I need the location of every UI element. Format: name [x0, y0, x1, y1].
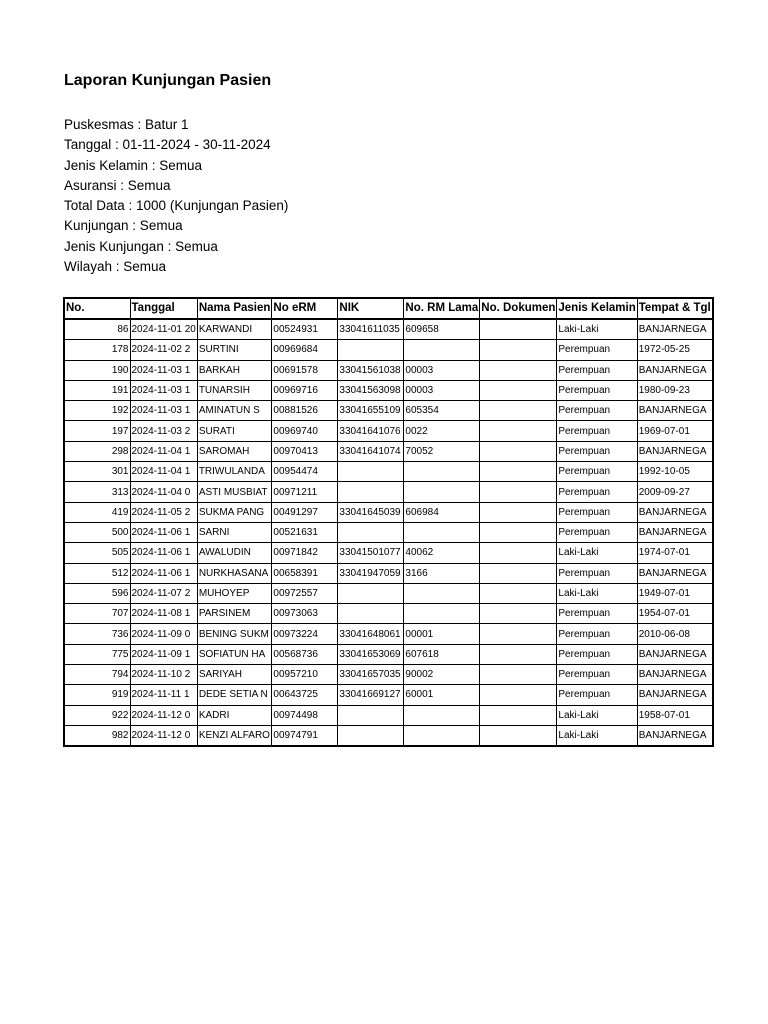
- cell-nik: 33041501077: [338, 543, 404, 563]
- cell-jenis-kelamin: Perempuan: [557, 563, 637, 583]
- cell-jenis-kelamin: Perempuan: [557, 624, 637, 644]
- cell-no: 736: [64, 624, 130, 644]
- cell-tempat-tgl: 1969-07-01: [637, 421, 712, 441]
- report-title: Laporan Kunjungan Pasien: [64, 72, 272, 89]
- header-no-erm: No eRM: [272, 298, 338, 319]
- table-row: [64, 441, 713, 461]
- cell-no-erm: 00954474: [272, 462, 338, 482]
- cell-nik: 33041657035: [338, 665, 404, 685]
- table-row: [64, 563, 713, 583]
- cell-no: 419: [64, 502, 130, 522]
- cell-tanggal: 2024-11-06 1: [130, 522, 197, 542]
- cell-nama-pasien: KENZI ALFARO: [197, 725, 272, 746]
- cell-no-erm: 00970413: [272, 441, 338, 461]
- cell-no-dokumen: [480, 319, 557, 340]
- cell-no-dokumen: [480, 380, 557, 400]
- cell-no-rm-lama: 40062: [404, 543, 480, 563]
- meta-jenis-kunjungan: Jenis Kunjungan : Semua: [64, 238, 218, 254]
- cell-jenis-kelamin: Perempuan: [557, 685, 637, 705]
- cell-no-erm: 00957210: [272, 665, 338, 685]
- cell-nama-pasien: TUNARSIH: [197, 380, 272, 400]
- cell-tanggal: 2024-11-04 1: [130, 441, 197, 461]
- cell-no: 982: [64, 725, 130, 746]
- cell-nik: [338, 583, 404, 603]
- header-no-rm-lama: No. RM Lama: [404, 298, 480, 319]
- cell-tanggal: 2024-11-03 2: [130, 421, 197, 441]
- table-row: [64, 604, 713, 624]
- table-row: [64, 502, 713, 522]
- cell-no-erm: 00643725: [272, 685, 338, 705]
- cell-nik: 33041563098: [338, 380, 404, 400]
- cell-no-erm: 00969740: [272, 421, 338, 441]
- table-body: [64, 319, 713, 746]
- cell-no-dokumen: [480, 705, 557, 725]
- cell-no-dokumen: [480, 462, 557, 482]
- cell-tanggal: 2024-11-02 2: [130, 340, 197, 360]
- cell-no-rm-lama: [404, 583, 480, 603]
- cell-nama-pasien: BARKAH: [197, 360, 272, 380]
- table-row: [64, 665, 713, 685]
- cell-jenis-kelamin: Perempuan: [557, 604, 637, 624]
- cell-no-rm-lama: 70052: [404, 441, 480, 461]
- cell-no: 301: [64, 462, 130, 482]
- cell-no-dokumen: [480, 725, 557, 746]
- cell-no-rm-lama: 607618: [404, 644, 480, 664]
- header-no: No.: [64, 298, 130, 319]
- cell-no-erm: 00691578: [272, 360, 338, 380]
- table-row: [64, 644, 713, 664]
- cell-no-erm: 00972557: [272, 583, 338, 603]
- cell-no: 775: [64, 644, 130, 664]
- cell-nama-pasien: SURATI: [197, 421, 272, 441]
- cell-no-rm-lama: 60001: [404, 685, 480, 705]
- cell-jenis-kelamin: Laki-Laki: [557, 319, 637, 340]
- cell-nama-pasien: DEDE SETIA N: [197, 685, 272, 705]
- cell-no-dokumen: [480, 644, 557, 664]
- table-row: [64, 360, 713, 380]
- cell-tanggal: 2024-11-11 1: [130, 685, 197, 705]
- table-row: [64, 705, 713, 725]
- cell-no-rm-lama: [404, 725, 480, 746]
- cell-no-dokumen: [480, 604, 557, 624]
- table-row: [64, 340, 713, 360]
- cell-no-dokumen: [480, 583, 557, 603]
- cell-no-erm: 00974791: [272, 725, 338, 746]
- cell-nama-pasien: SARNI: [197, 522, 272, 542]
- cell-nik: [338, 340, 404, 360]
- cell-tempat-tgl: BANJARNEGA: [637, 441, 712, 461]
- header-tanggal: Tanggal: [130, 298, 197, 319]
- cell-tanggal: 2024-11-07 2: [130, 583, 197, 603]
- cell-no: 178: [64, 340, 130, 360]
- table-row: [64, 685, 713, 705]
- cell-no-erm: 00974498: [272, 705, 338, 725]
- cell-no-rm-lama: [404, 604, 480, 624]
- cell-tempat-tgl: BANJARNEGA: [637, 563, 712, 583]
- cell-nama-pasien: BENING SUKM: [197, 624, 272, 644]
- table-row: [64, 319, 713, 340]
- table-header-row: [64, 298, 713, 319]
- cell-tanggal: 2024-11-03 1: [130, 380, 197, 400]
- meta-wilayah: Wilayah : Semua: [64, 259, 167, 275]
- cell-nik: 33041669127: [338, 685, 404, 705]
- cell-tanggal: 2024-11-09 0: [130, 624, 197, 644]
- table-row: [64, 421, 713, 441]
- cell-no-rm-lama: 00003: [404, 380, 480, 400]
- cell-no: 190: [64, 360, 130, 380]
- cell-tempat-tgl: BANJARNEGA: [637, 502, 712, 522]
- cell-tempat-tgl: 1980-09-23: [637, 380, 712, 400]
- cell-tempat-tgl: BANJARNEGA: [637, 401, 712, 421]
- visit-table: [63, 297, 714, 747]
- header-jenis-kelamin: Jenis Kelamin: [557, 298, 637, 319]
- cell-tempat-tgl: 1974-07-01: [637, 543, 712, 563]
- cell-no: 192: [64, 401, 130, 421]
- cell-no-rm-lama: [404, 522, 480, 542]
- cell-no: 191: [64, 380, 130, 400]
- cell-nama-pasien: NURKHASANA: [197, 563, 272, 583]
- cell-jenis-kelamin: Laki-Laki: [557, 583, 637, 603]
- cell-nama-pasien: KARWANDI: [197, 319, 272, 340]
- cell-nama-pasien: ASTI MUSBIAT: [197, 482, 272, 502]
- cell-nik: 33041561038: [338, 360, 404, 380]
- cell-jenis-kelamin: Perempuan: [557, 360, 637, 380]
- cell-jenis-kelamin: Perempuan: [557, 522, 637, 542]
- cell-tempat-tgl: BANJARNEGA: [637, 522, 712, 542]
- cell-jenis-kelamin: Perempuan: [557, 502, 637, 522]
- cell-no-rm-lama: 3166: [404, 563, 480, 583]
- cell-no-rm-lama: 609658: [404, 319, 480, 340]
- cell-no-dokumen: [480, 441, 557, 461]
- table-row: [64, 482, 713, 502]
- cell-tanggal: 2024-11-06 1: [130, 543, 197, 563]
- cell-no-dokumen: [480, 563, 557, 583]
- header-no-dokumen: No. Dokumen: [480, 298, 557, 319]
- cell-tanggal: 2024-11-05 2: [130, 502, 197, 522]
- cell-no-rm-lama: 0022: [404, 421, 480, 441]
- cell-no-erm: 00973224: [272, 624, 338, 644]
- cell-tempat-tgl: 1949-07-01: [637, 583, 712, 603]
- cell-tempat-tgl: BANJARNEGA: [637, 360, 712, 380]
- cell-no-rm-lama: 606984: [404, 502, 480, 522]
- cell-nik: 33041611035: [338, 319, 404, 340]
- table-row: [64, 725, 713, 746]
- header-tempat-tgl: Tempat & Tgl: [637, 298, 712, 319]
- cell-nama-pasien: SAROMAH: [197, 441, 272, 461]
- cell-jenis-kelamin: Perempuan: [557, 665, 637, 685]
- cell-tanggal: 2024-11-01 20: [130, 319, 197, 340]
- cell-no-dokumen: [480, 482, 557, 502]
- cell-no-erm: 00568736: [272, 644, 338, 664]
- cell-jenis-kelamin: Laki-Laki: [557, 725, 637, 746]
- cell-nama-pasien: SUKMA PANG: [197, 502, 272, 522]
- cell-tempat-tgl: BANJARNEGA: [637, 665, 712, 685]
- cell-no-rm-lama: 00003: [404, 360, 480, 380]
- table-row: [64, 624, 713, 644]
- cell-tempat-tgl: BANJARNEGA: [637, 319, 712, 340]
- meta-asuransi: Asuransi : Semua: [64, 177, 171, 193]
- cell-no-dokumen: [480, 502, 557, 522]
- cell-jenis-kelamin: Perempuan: [557, 421, 637, 441]
- cell-no-dokumen: [480, 340, 557, 360]
- cell-nama-pasien: SOFIATUN HA: [197, 644, 272, 664]
- cell-no-erm: 00881526: [272, 401, 338, 421]
- cell-tanggal: 2024-11-10 2: [130, 665, 197, 685]
- table-row: [64, 380, 713, 400]
- cell-no-erm: 00491297: [272, 502, 338, 522]
- cell-nik: [338, 522, 404, 542]
- cell-nama-pasien: PARSINEM: [197, 604, 272, 624]
- cell-nik: [338, 604, 404, 624]
- cell-no: 298: [64, 441, 130, 461]
- cell-jenis-kelamin: Perempuan: [557, 401, 637, 421]
- meta-jenis-kelamin: Jenis Kelamin : Semua: [64, 157, 203, 173]
- cell-no-dokumen: [480, 665, 557, 685]
- cell-tempat-tgl: 1992-10-05: [637, 462, 712, 482]
- cell-no-erm: 00969716: [272, 380, 338, 400]
- meta-tanggal: Tanggal : 01-11-2024 - 30-11-2024: [64, 137, 271, 153]
- cell-jenis-kelamin: Perempuan: [557, 380, 637, 400]
- cell-tempat-tgl: 1958-07-01: [637, 705, 712, 725]
- cell-nik: 33041653069: [338, 644, 404, 664]
- cell-no-rm-lama: 00001: [404, 624, 480, 644]
- table-row: [64, 401, 713, 421]
- cell-tanggal: 2024-11-12 0: [130, 725, 197, 746]
- cell-no: 794: [64, 665, 130, 685]
- cell-tanggal: 2024-11-04 0: [130, 482, 197, 502]
- cell-no-dokumen: [480, 543, 557, 563]
- cell-no: 86: [64, 319, 130, 340]
- cell-no: 596: [64, 583, 130, 603]
- cell-nama-pasien: MUHOYEP: [197, 583, 272, 603]
- cell-nik: 33041648061: [338, 624, 404, 644]
- cell-nik: 33041655109: [338, 401, 404, 421]
- cell-no-dokumen: [480, 522, 557, 542]
- cell-no: 197: [64, 421, 130, 441]
- meta-total-data: Total Data : 1000 (Kunjungan Pasien): [64, 198, 289, 214]
- cell-nik: 33041641076: [338, 421, 404, 441]
- table-row: [64, 522, 713, 542]
- cell-nik: [338, 725, 404, 746]
- cell-nik: 33041641074: [338, 441, 404, 461]
- meta-puskesmas: Puskesmas : Batur 1: [64, 117, 189, 132]
- cell-no-dokumen: [480, 401, 557, 421]
- cell-nik: 33041947059: [338, 563, 404, 583]
- cell-jenis-kelamin: Laki-Laki: [557, 705, 637, 725]
- cell-no-rm-lama: [404, 705, 480, 725]
- cell-jenis-kelamin: Perempuan: [557, 462, 637, 482]
- cell-no-erm: 00524931: [272, 319, 338, 340]
- cell-no-erm: 00521631: [272, 522, 338, 542]
- cell-no-erm: 00969684: [272, 340, 338, 360]
- cell-no-erm: 00973063: [272, 604, 338, 624]
- report-meta: [64, 115, 288, 277]
- cell-no-rm-lama: 605354: [404, 401, 480, 421]
- cell-no-erm: 00971211: [272, 482, 338, 502]
- cell-no-dokumen: [480, 685, 557, 705]
- cell-no: 313: [64, 482, 130, 502]
- cell-jenis-kelamin: Perempuan: [557, 482, 637, 502]
- cell-nik: 33041645039: [338, 502, 404, 522]
- cell-tanggal: 2024-11-08 1: [130, 604, 197, 624]
- cell-jenis-kelamin: Perempuan: [557, 441, 637, 461]
- table-row: [64, 583, 713, 603]
- cell-tanggal: 2024-11-12 0: [130, 705, 197, 725]
- cell-no-rm-lama: [404, 462, 480, 482]
- cell-tempat-tgl: BANJARNEGA: [637, 725, 712, 746]
- cell-nik: [338, 462, 404, 482]
- cell-nama-pasien: AWALUDIN: [197, 543, 272, 563]
- cell-nik: [338, 482, 404, 502]
- meta-kunjungan: Kunjungan : Semua: [64, 218, 183, 234]
- cell-nik: [338, 705, 404, 725]
- cell-tempat-tgl: BANJARNEGA: [637, 685, 712, 705]
- cell-no-dokumen: [480, 421, 557, 441]
- header-nik: NIK: [338, 298, 404, 319]
- cell-nama-pasien: TRIWULANDA: [197, 462, 272, 482]
- cell-tanggal: 2024-11-03 1: [130, 401, 197, 421]
- cell-nama-pasien: AMINATUN S: [197, 401, 272, 421]
- cell-jenis-kelamin: Laki-Laki: [557, 543, 637, 563]
- cell-nama-pasien: SARIYAH: [197, 665, 272, 685]
- header-nama-pasien: Nama Pasien: [197, 298, 272, 319]
- cell-tempat-tgl: 2010-06-08: [637, 624, 712, 644]
- cell-no: 707: [64, 604, 130, 624]
- cell-no: 512: [64, 563, 130, 583]
- cell-tempat-tgl: 2009-09-27: [637, 482, 712, 502]
- cell-tanggal: 2024-11-03 1: [130, 360, 197, 380]
- cell-no: 922: [64, 705, 130, 725]
- cell-no: 500: [64, 522, 130, 542]
- cell-no-dokumen: [480, 360, 557, 380]
- table-row: [64, 462, 713, 482]
- cell-no-rm-lama: [404, 340, 480, 360]
- cell-jenis-kelamin: Perempuan: [557, 340, 637, 360]
- cell-nama-pasien: SURTINI: [197, 340, 272, 360]
- cell-tanggal: 2024-11-06 1: [130, 563, 197, 583]
- table-row: [64, 543, 713, 563]
- cell-tempat-tgl: 1954-07-01: [637, 604, 712, 624]
- cell-tanggal: 2024-11-04 1: [130, 462, 197, 482]
- cell-tempat-tgl: 1972-05-25: [637, 340, 712, 360]
- cell-tempat-tgl: BANJARNEGA: [637, 644, 712, 664]
- cell-no-erm: 00658391: [272, 563, 338, 583]
- cell-no: 919: [64, 685, 130, 705]
- cell-tanggal: 2024-11-09 1: [130, 644, 197, 664]
- cell-no-rm-lama: 90002: [404, 665, 480, 685]
- cell-no-rm-lama: [404, 482, 480, 502]
- cell-no-erm: 00971842: [272, 543, 338, 563]
- cell-jenis-kelamin: Perempuan: [557, 644, 637, 664]
- cell-no-dokumen: [480, 624, 557, 644]
- cell-nama-pasien: KADRI: [197, 705, 272, 725]
- cell-no: 505: [64, 543, 130, 563]
